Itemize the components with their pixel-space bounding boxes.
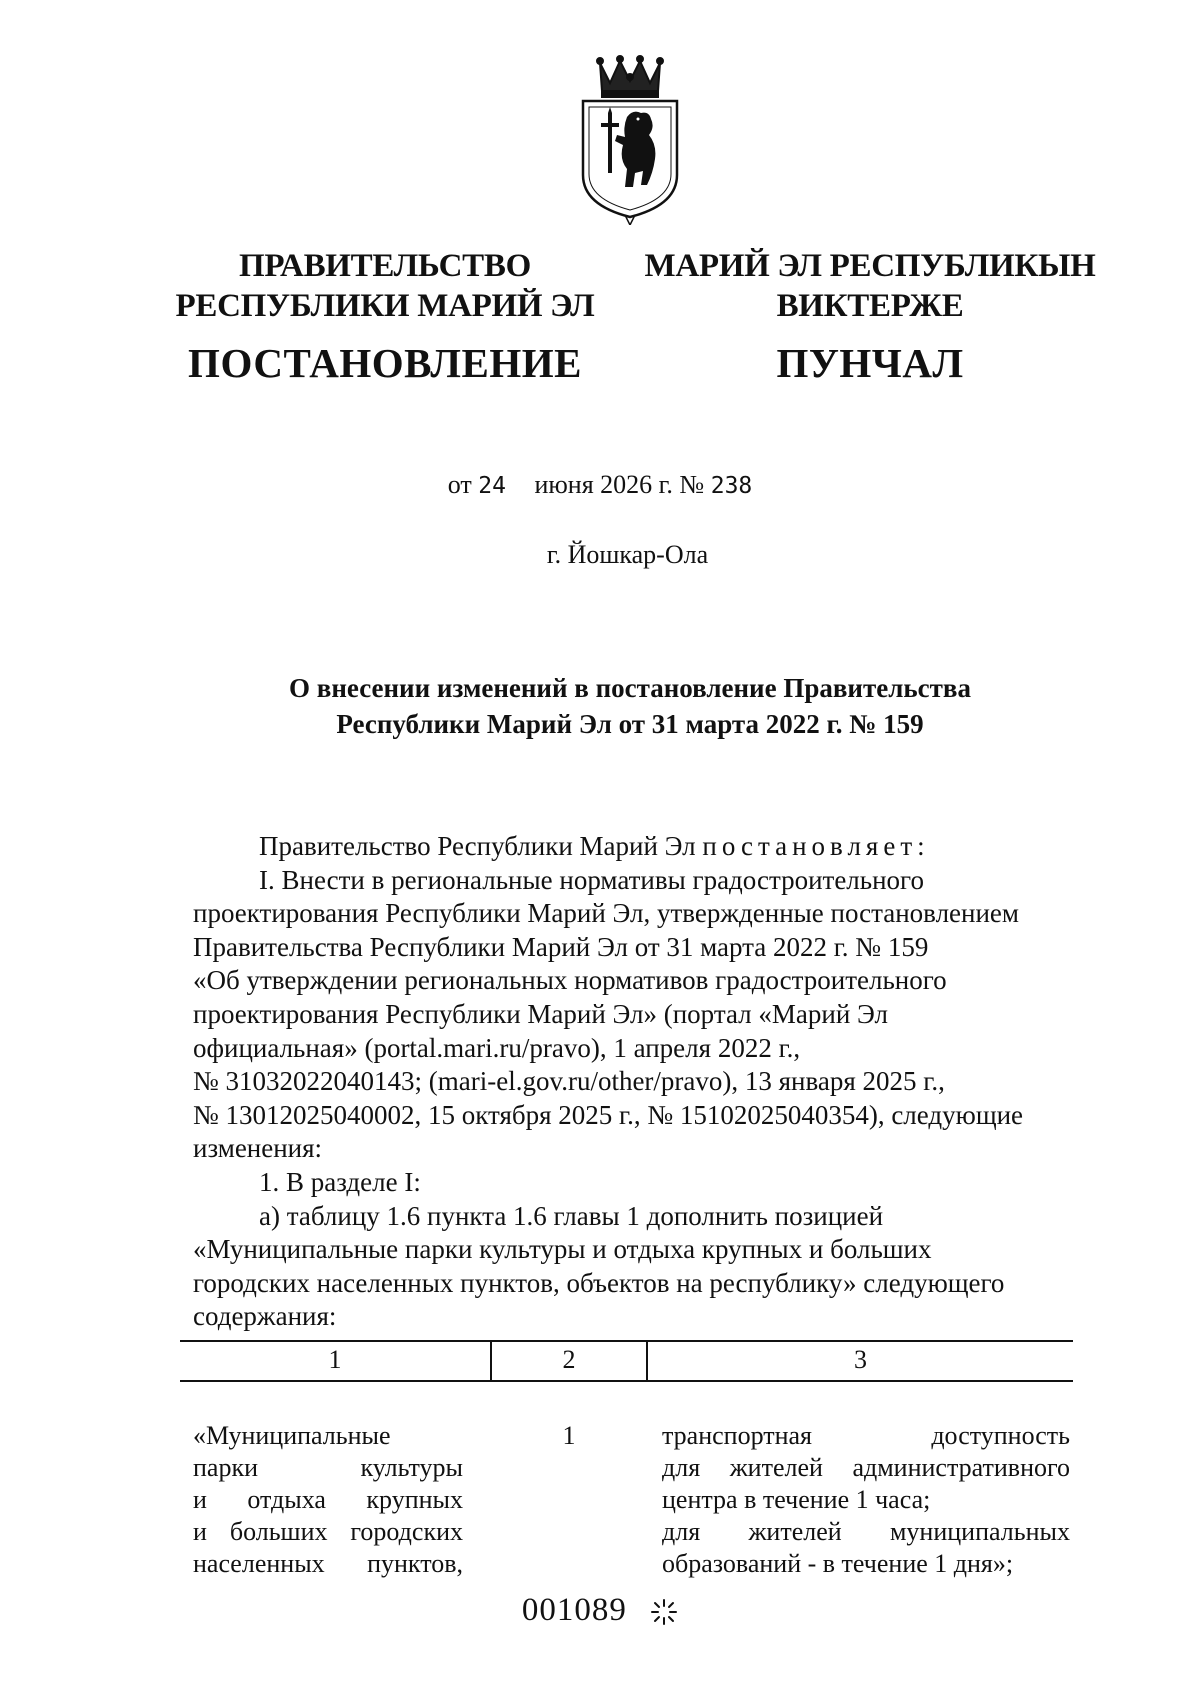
date-prefix: от: [447, 470, 472, 499]
title-line-2: Республики Марий Эл от 31 марта 2022 г. № 159: [336, 709, 924, 739]
paragraph-line: № 13012025040002, 15 октября 2025 г., № 15102025040354), следующие: [193, 1099, 1024, 1130]
cell-line: парки культуры: [193, 1453, 463, 1482]
coat-of-arms-icon: [575, 55, 685, 225]
paragraph-line: изменения:: [193, 1133, 323, 1164]
star-mark-icon: [650, 1598, 678, 1626]
header-right: [640, 246, 1100, 388]
paragraph-line: «Муниципальные парки культуры и отдыха крупных и больших: [193, 1234, 932, 1265]
header-left: [175, 246, 595, 388]
document-title: [150, 670, 1110, 742]
org-name-ru-line1: ПРАВИТЕЛЬСТВО: [239, 248, 531, 284]
title-line-1: О внесении изменений в постановление Правительства: [289, 673, 971, 703]
cell-line: образований - в течение 1 дня»;: [662, 1549, 1014, 1578]
paragraph-line: содержания:: [193, 1301, 337, 1332]
paragraph-line: городских населенных пунктов, объектов на республику» следующего: [193, 1267, 1005, 1298]
cell-line: и отдыха крупных: [193, 1485, 463, 1514]
doc-type-mari: ПУНЧАЛ: [776, 340, 964, 386]
paragraph-line: а) таблицу 1.6 пункта 1.6 главы 1 дополнить позицией: [259, 1200, 884, 1231]
footer: [0, 1592, 1200, 1629]
item-a: [193, 1200, 1066, 1334]
table-cell-accessibility: [662, 1420, 1070, 1580]
table-cell-name: [193, 1420, 463, 1580]
paragraph-line: официальная» (portal.mari.ru/pravo), 1 апреля 2022 г.,: [193, 1032, 801, 1063]
paragraph-1: [193, 864, 1066, 1166]
city-name: г. Йошкар-Ола: [546, 540, 709, 569]
paragraph-line: № 31032022040143; (mari-el.gov.ru/other/pravo), 13 января 2025 г.,: [193, 1066, 945, 1097]
table-top-rule: [180, 1340, 1073, 1342]
table-header-col-2: 2: [562, 1345, 576, 1374]
table-cell-value: 1: [562, 1421, 576, 1450]
intro-lead: Правительство Республики Марий Эл: [259, 831, 696, 861]
table-header-rule: [180, 1380, 1073, 1382]
paragraph-line: I. Внести в региональные нормативы градостроительного: [259, 864, 924, 895]
cell-line: транспортная доступность: [662, 1421, 1070, 1450]
org-name-mari-line2: ВИКТЕРЖЕ: [776, 288, 964, 324]
document-body: [193, 830, 1066, 1334]
date-day: 24: [478, 473, 506, 499]
document-number: 238: [710, 473, 753, 499]
serial-number: 001089: [521, 1592, 627, 1628]
intro-paragraph: [193, 830, 1066, 864]
doc-type-ru: ПОСТАНОВЛЕНИЕ: [188, 340, 582, 386]
cell-line: для жителей муниципальных: [662, 1517, 1070, 1546]
intro-spaced-verb: постановляет:: [702, 831, 930, 861]
paragraph-line: проектирования Республики Марий Эл, утвержденные постановлением: [193, 898, 1020, 929]
cell-line: «Муниципальные: [193, 1421, 391, 1450]
cell-line: для жителей административного: [662, 1453, 1070, 1482]
org-name-mari-line1: МАРИЙ ЭЛ РЕСПУБЛИКЫН: [644, 248, 1096, 284]
paragraph-line: проектирования Республики Марий Эл» (портал «Марий Эл: [193, 998, 888, 1029]
paragraph-line: «Об утверждении региональных нормативов градостроительного: [193, 965, 947, 996]
item-1: 1. В разделе I:: [259, 1166, 421, 1197]
date-month-year: июня 2026 г. №: [534, 470, 705, 499]
cell-line: центра в течение 1 часа;: [662, 1485, 931, 1514]
document-date: [0, 470, 1200, 500]
cell-line: населенных пунктов,: [193, 1549, 463, 1578]
table-header-col-1: 1: [328, 1345, 342, 1374]
cell-line: и больших городских: [193, 1517, 463, 1546]
table-header-col-3: 3: [854, 1345, 867, 1374]
org-name-ru-line2: РЕСПУБЛИКИ МАРИЙ ЭЛ: [175, 288, 595, 324]
paragraph-line: Правительства Республики Марий Эл от 31 марта 2022 г. № 159: [193, 931, 929, 962]
